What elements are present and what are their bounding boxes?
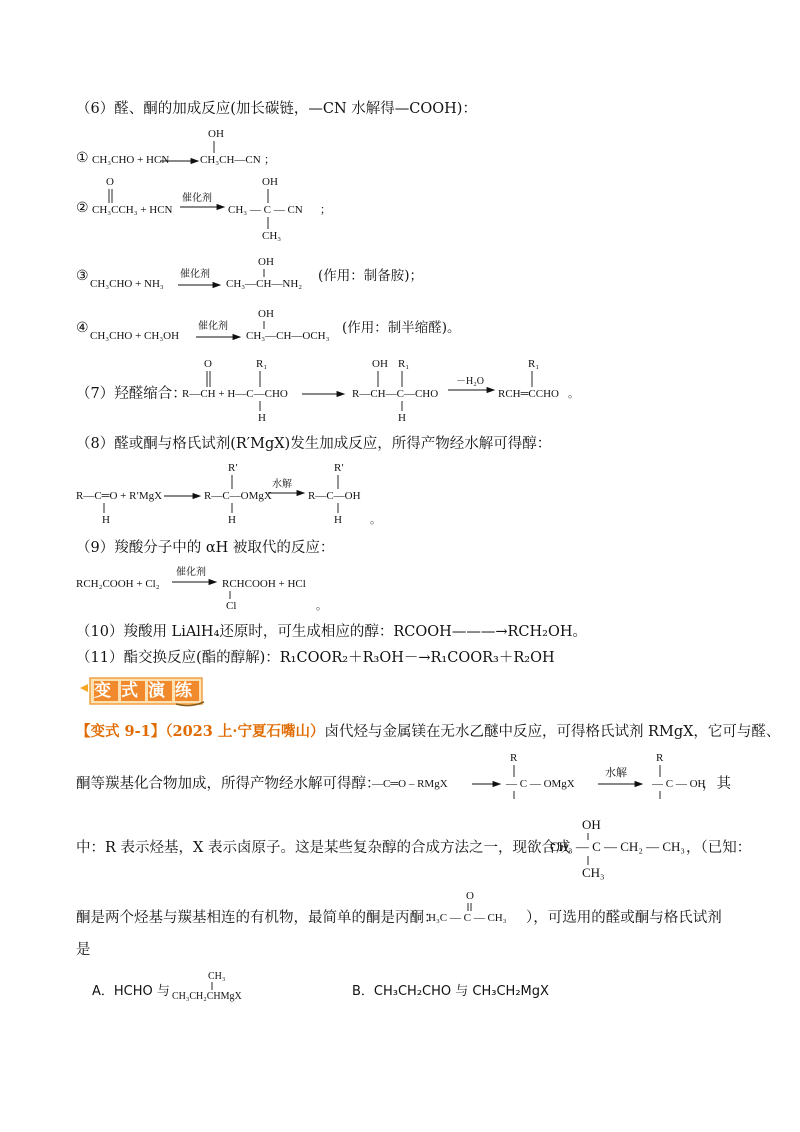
s10-text: （10）羧酸用 LiAlH₄还原时，可生成相应的醇：RCOOH———→RCH₂OH。: [76, 624, 587, 640]
acetone-formula: H₃C — C — CH₃: [428, 912, 507, 924]
r3-oh: OH: [258, 256, 274, 268]
r1-num: ①: [76, 150, 89, 166]
s7-r1: R₁: [256, 358, 268, 370]
r4-num: ④: [76, 320, 89, 336]
question-tag: 【变式 9-1】: [76, 723, 166, 740]
r1-oh: OH: [208, 128, 224, 140]
s7-o: O: [204, 358, 212, 370]
s7-end: 。: [568, 388, 579, 400]
question-text-2-end: ，其: [702, 776, 731, 792]
r1-end: ；: [264, 154, 275, 166]
s9-left: RCH₂COOH + Cl₂: [76, 578, 160, 590]
s8-cond: 水解: [272, 479, 292, 490]
r3-left: CH₃CHO + NH₃: [90, 278, 164, 290]
question-text-4: 酮是两个烃基与羰基相连的有机物，最简单的酮是丙酮：: [76, 910, 439, 926]
r4-cat: 催化剂: [198, 321, 228, 332]
question-text-3: 中：R 表示烃基，X 表示卤原子。这是某些复杂醇的合成方法之一，现欲合成: [76, 840, 571, 856]
r2-o: O: [106, 176, 114, 188]
r3-right: CH₃—CH—NH₂: [226, 278, 303, 290]
s7-hb: H: [398, 412, 406, 424]
s8-h3: H: [334, 514, 342, 526]
r2-num: ②: [76, 200, 89, 216]
question-text-4-end: ），可选用的醛或酮与格氏试剂: [526, 910, 722, 926]
s9-cat: 催化剂: [176, 567, 206, 578]
eq-r2: R: [656, 752, 664, 764]
eq-mid: — C — OMgX: [506, 778, 575, 790]
s8-right: R—C—OH: [308, 490, 361, 502]
target-formula: CH₃ — C — CH₂ — CH₃: [550, 839, 685, 854]
option-a-formula: CH₃CH₂CHMgX: [172, 991, 242, 1002]
s7-cond: －H₂O: [456, 376, 484, 387]
r4-note: (作用：制半缩醛)。: [342, 320, 461, 336]
acetone-o: O: [466, 890, 474, 902]
s7-right: RCH═CCHO: [498, 388, 559, 400]
s8-r2: R′: [334, 462, 344, 474]
s8-r: R′: [228, 462, 238, 474]
question-text-3-end: ，（已知：: [686, 840, 752, 856]
s8-left: R—C═O + R′MgX: [76, 490, 163, 502]
r3-cat: 催化剂: [180, 269, 210, 280]
s7-r1b: R₁: [398, 358, 410, 370]
r2-end: ；: [320, 204, 331, 216]
question-text-2: 酮等羰基化合物加成，所得产物经水解可得醇：: [76, 776, 381, 792]
target-ch3: CH₃: [582, 865, 605, 880]
r1-left: CH₃CHO + HCN: [92, 154, 170, 166]
s7-title: （7）羟醛缩合：: [76, 386, 187, 402]
s7-r1c: R₁: [528, 358, 540, 370]
r3-note: (作用：制备胺)；: [318, 268, 424, 284]
question-text-5: 是: [76, 942, 91, 958]
banner-text: 变式演练: [94, 681, 202, 701]
target-oh: OH: [582, 817, 601, 832]
section-6-title: （6）醛、酮的加成反应(加长碳链，—CN 水解得—COOH)：: [76, 101, 477, 117]
eq-cond: 水解: [605, 767, 627, 779]
s7-oh: OH: [372, 358, 388, 370]
r2-ch3: CH₃: [262, 230, 282, 242]
question-source: （2023 上·宁夏石嘴山）: [165, 723, 325, 740]
r4-oh: OH: [258, 308, 274, 320]
r4-left: CH₃CHO + CH₃OH: [90, 330, 180, 342]
r3-num: ③: [76, 268, 89, 284]
s8-h: H: [102, 514, 110, 526]
s9-right: RCHCOOH + HCl: [222, 578, 306, 590]
s9-title: （9）羧酸分子中的 αH 被取代的反应：: [76, 540, 335, 556]
eq-left: —C═O – RMgX: [372, 778, 448, 790]
r2-oh: OH: [262, 176, 278, 188]
s7-h: H: [258, 412, 266, 424]
r2-left: CH₃CCH₃ + HCN: [92, 204, 173, 216]
s8-h2: H: [228, 514, 236, 526]
s9-cl: Cl: [226, 600, 237, 612]
s8-mid: R—C—OMgX: [204, 490, 272, 502]
option-b: B．CH₃CH₂CHO 与 CH₃CH₂MgX: [352, 984, 549, 999]
r4-right: CH₃—CH—OCH₃: [246, 330, 330, 342]
s9-end: 。: [316, 600, 327, 612]
s8-end: 。: [370, 514, 381, 526]
s11-text: （11）酯交换反应(酯的醇解)：R₁COOR₂＋R₃OH－→R₁COOR₃＋R₂OH: [76, 650, 555, 666]
question-text-1: 卤代烃与金属镁在无水乙醚中反应，可得格氏试剂 RMgX，它可与醛、: [324, 724, 781, 740]
r2-right: CH₃ — C — CN: [228, 204, 303, 216]
r1-right: CH₃CH—CN: [200, 154, 261, 166]
eq-right: — C — OH: [652, 778, 706, 790]
s8-title: （8）醛或酮与格氏试剂(R′MgX)发生加成反应，所得产物经水解可得醇：: [76, 436, 552, 452]
s7-mid: R—CH—C—CHO: [352, 388, 439, 400]
eq-r: R: [510, 752, 518, 764]
option-a-ch3: CH₃: [208, 971, 226, 982]
r2-cat: 催化剂: [182, 193, 212, 204]
option-a: A．HCHO 与: [92, 984, 170, 999]
s7-left: R—CH + H—C—CHO: [182, 388, 288, 400]
